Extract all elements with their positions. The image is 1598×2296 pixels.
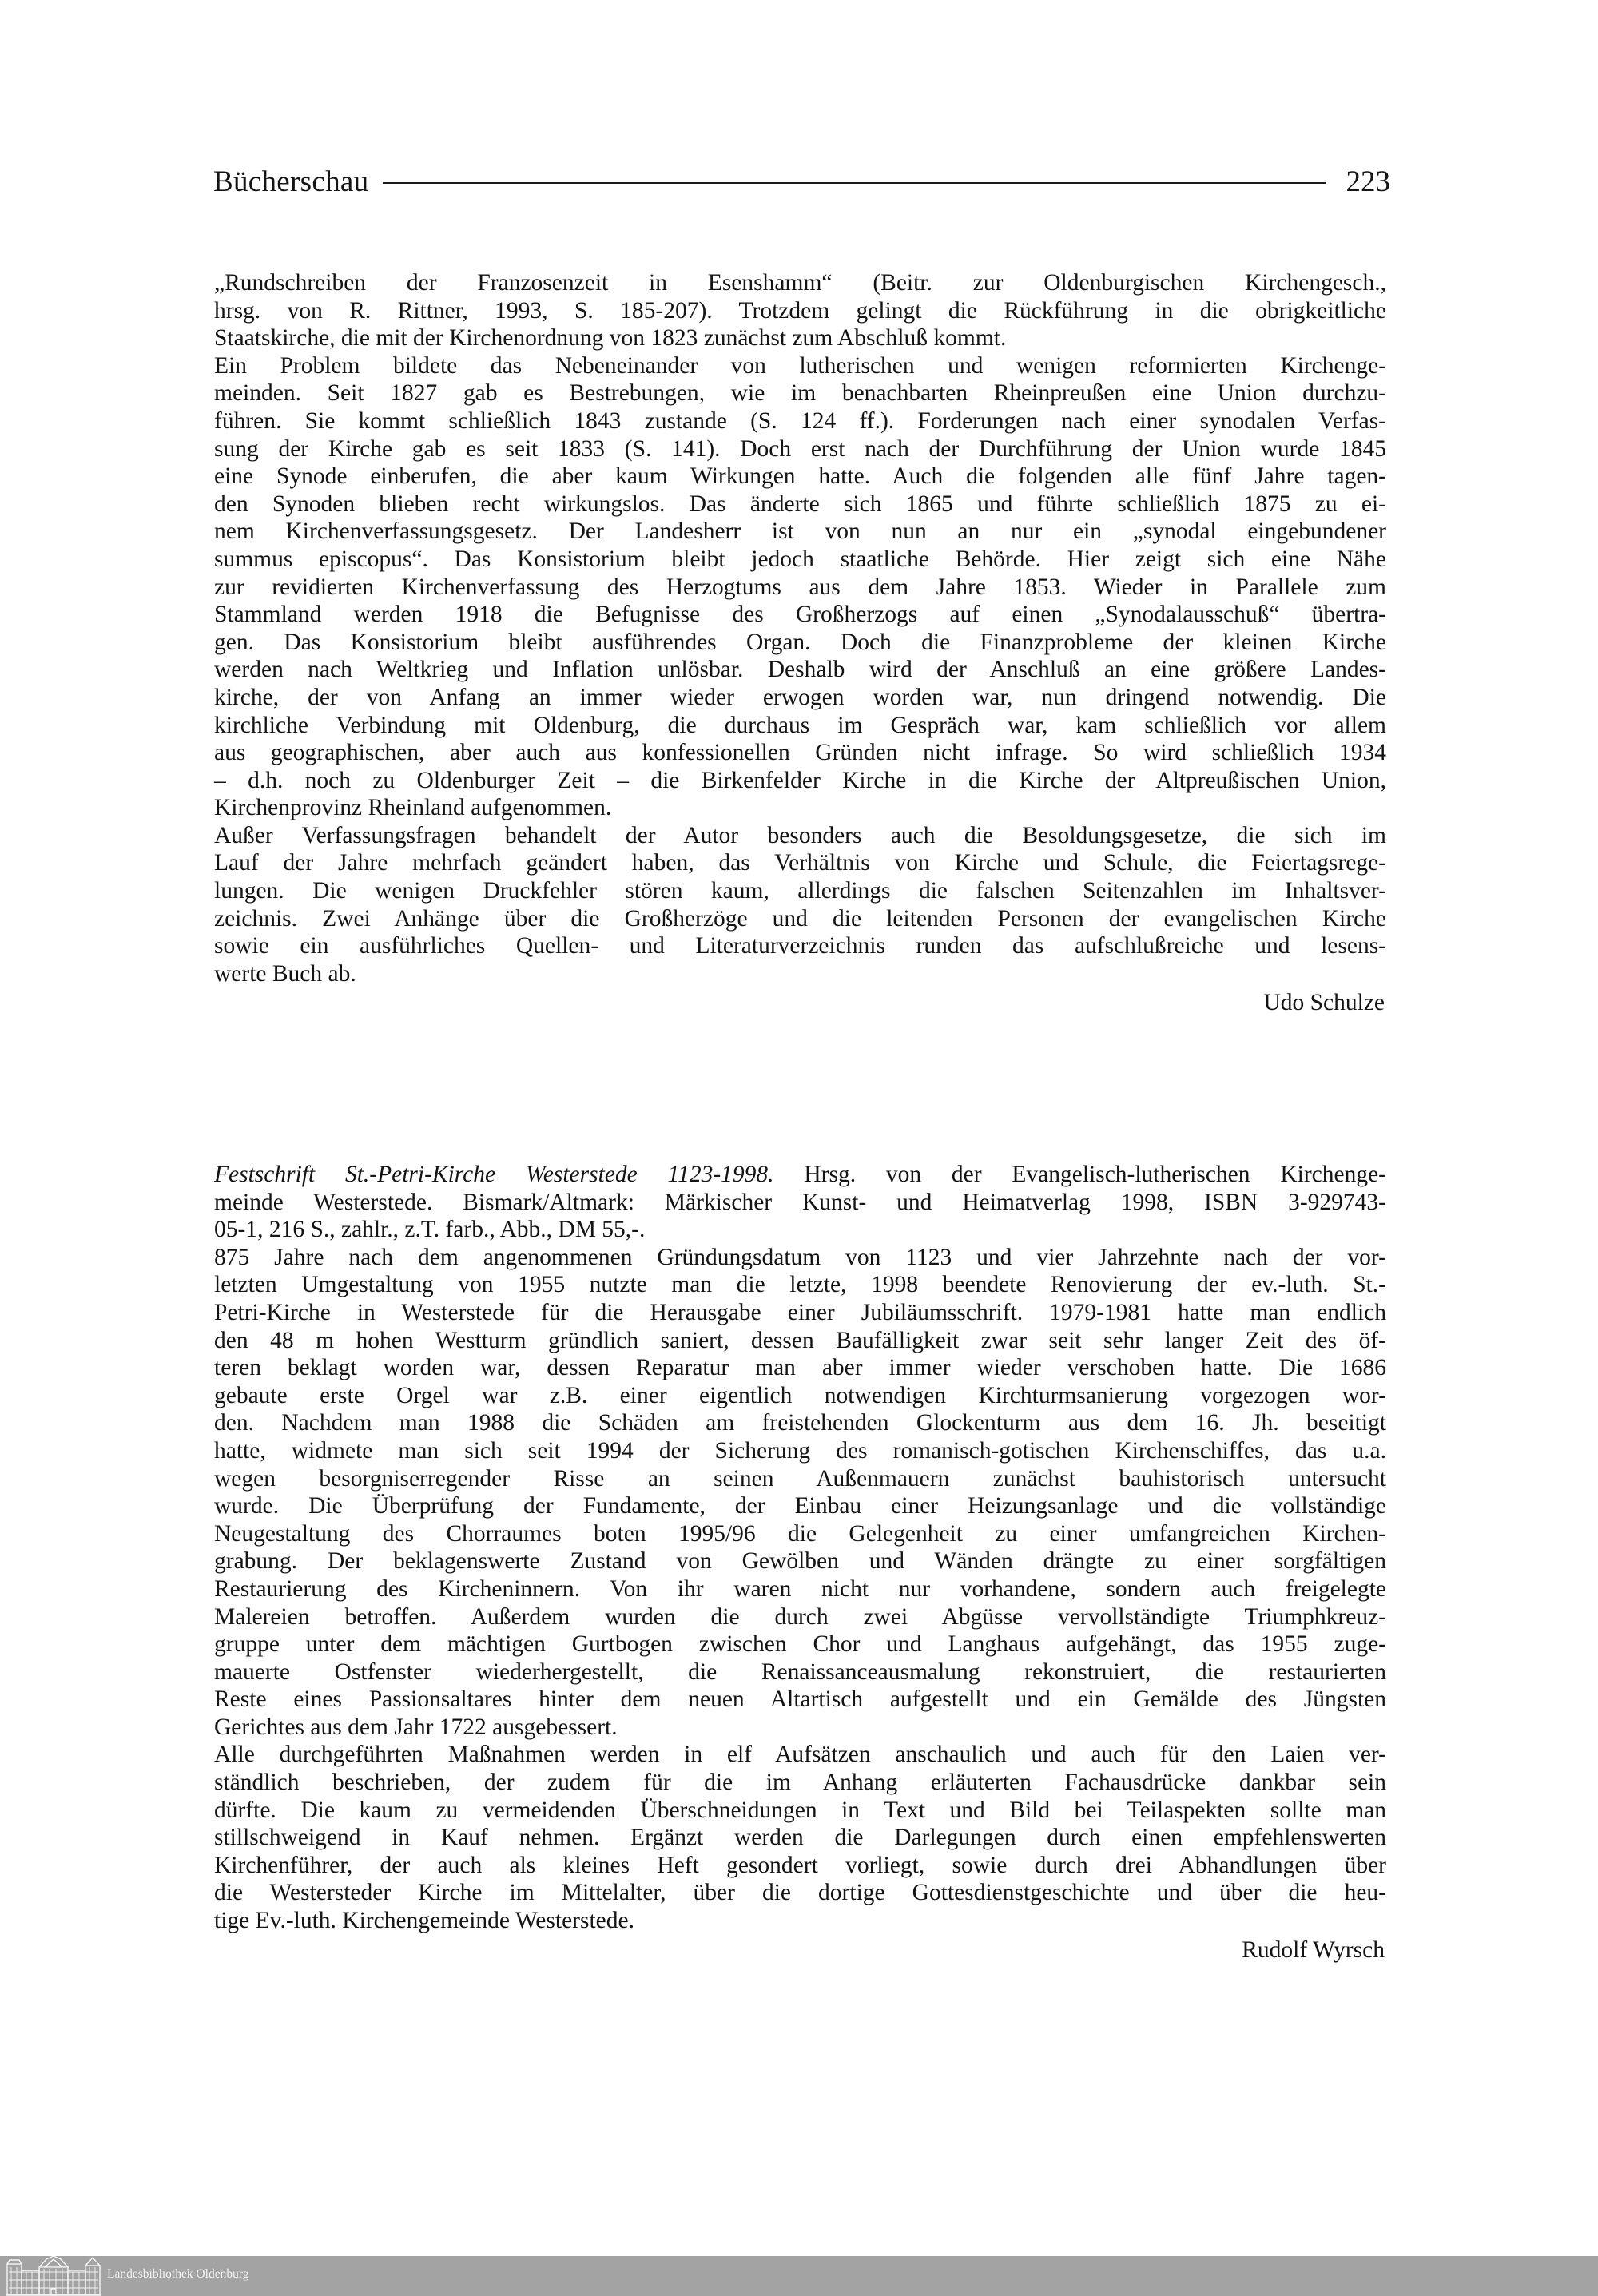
- text-line: nem Kirchenverfassungsgesetz. Der Landesherr ist von nun an nur ein „synodal eingebundener: [214, 518, 1386, 545]
- text-line: gen. Das Konsistorium bleibt ausführendes Organ. Doch die Finanzprobleme der kleinen Kirche: [214, 629, 1386, 655]
- library-name: Landesbibliothek Oldenburg: [107, 2267, 249, 2281]
- text-line: Reste eines Passionsaltares hinter dem neuen Altartisch aufgestellt und ein Gemälde des Jüngsten: [214, 1686, 1386, 1713]
- text-line: kirche, der von Anfang an immer wieder erwogen worden war, nun dringend notwendig. Die: [214, 684, 1386, 710]
- text-line: teren beklagt worden war, dessen Reparatur man aber immer wieder verschoben hatte. Die 1686: [214, 1355, 1386, 1381]
- text-line: letzten Umgestaltung von 1955 nutzte man die letzte, 1998 beendete Renovierung der ev.-luth. St.-: [214, 1272, 1386, 1298]
- text-line: wegen besorgniserregender Risse an seinen Außenmauern zunächst bauhistorisch untersucht: [214, 1465, 1386, 1492]
- text-line: „Rundschreiben der Franzosenzeit in Esenshamm“ (Beitr. zur Oldenburgischen Kirchengesch.,: [214, 270, 1386, 296]
- text-line: Außer Verfassungsfragen behandelt der Autor besonders auch die Besoldungsgesetze, die sich im: [214, 822, 1386, 848]
- reviewer-signature: Udo Schulze: [1263, 990, 1385, 1016]
- header-rule: [383, 182, 1325, 184]
- text-line: ständlich beschrieben, der zudem für die im Anhang erläuterten Fachausdrücke dankbar sein: [214, 1770, 1386, 1796]
- text-line: sowie ein ausführliches Quellen- und Literaturverzeichnis runden das aufschlußreiche und lesens-: [214, 933, 1386, 959]
- text-line: zur revidierten Kirchenverfassung des Herzogtums aus dem Jahre 1853. Wieder in Parallele zum: [214, 574, 1386, 600]
- text-line: aus geographischen, aber auch aus konfessionellen Gründen nicht infrage. So wird schließlich 1934: [214, 740, 1386, 766]
- text-line: meinden. Seit 1827 gab es Bestrebungen, wie im benachbarten Rheinpreußen eine Union durchzu-: [214, 380, 1386, 407]
- text-line: sung der Kirche gab es seit 1833 (S. 141). Doch erst nach der Durchführung der Union wurde 1845: [214, 435, 1386, 462]
- text-line: 05-1, 216 S., zahlr., z.T. farb., Abb., DM 55,-.: [214, 1217, 646, 1243]
- text-line: hrsg. von R. Rittner, 1993, S. 185-207). Trotzdem gelingt die Rückführung in die obrigkeitliche: [214, 297, 1386, 324]
- text-line: den. Nachdem man 1988 die Schäden am freistehenden Glockenturm aus dem 16. Jh. beseitigt: [214, 1410, 1386, 1436]
- text-line: kirchliche Verbindung mit Oldenburg, die durchaus im Gespräch war, kam schließlich vor allem: [214, 712, 1386, 738]
- text-line: Neugestaltung des Chorraumes boten 1995/96 die Gelegenheit zu einer umfangreichen Kirchen-: [214, 1520, 1386, 1547]
- text-line: gruppe unter dem mächtigen Gurtbogen zwischen Chor und Langhaus aufgehängt, das 1955 zuge-: [214, 1631, 1386, 1658]
- text-line: mauerte Ostfenster wiederhergestellt, die Renaissanceausmalung rekonstruiert, die restaurierten: [214, 1658, 1386, 1685]
- text-line: die Westersteder Kirche im Mittelalter, über die dortige Gottesdienstgeschichte und über die heu-: [214, 1880, 1386, 1906]
- text-line: dürfte. Die kaum zu vermeidenden Überschneidungen in Text und Bild bei Teilaspekten sollte man: [214, 1797, 1386, 1823]
- review-article-1: [214, 269, 1386, 1017]
- text-line: summus episcopus“. Das Konsistorium bleibt jedoch staatliche Behörde. Hier zeigt sich eine Nähe: [214, 546, 1386, 572]
- reviewer-signature: Rudolf Wyrsch: [1242, 1937, 1385, 1963]
- text-line: werden nach Weltkrieg und Inflation unlösbar. Deshalb wird der Anschluß an eine größere Landes-: [214, 657, 1386, 683]
- text-line: hatte, widmete man sich seit 1994 der Sicherung des romanisch-gotischen Kirchenschiffes, das u.a.: [214, 1437, 1386, 1464]
- bibliographic-title-line: [214, 1161, 1386, 1189]
- text-line: Restaurierung des Kircheninnern. Von ihr waren nicht nur vorhandene, sondern auch freigelegte: [214, 1575, 1386, 1602]
- text-line: Petri-Kirche in Westerstede für die Herausgabe einer Jubiläumsschrift. 1979-1981 hatte man endlich: [214, 1299, 1386, 1325]
- text-line: führen. Sie kommt schließlich 1843 zustande (S. 124 ff.). Forderungen nach einer synodalen Verfas-: [214, 407, 1386, 434]
- text-line: zeichnis. Zwei Anhänge über die Großherzöge und die leitenden Personen der evangelischen Kirche: [214, 905, 1386, 932]
- text-line: Lauf der Jahre mehrfach geändert haben, das Verhältnis von Kirche und Schule, die Feiertagsrege-: [214, 850, 1386, 876]
- text-line: werte Buch ab.: [214, 960, 356, 987]
- text-line: Ein Problem bildete das Nebeneinander von lutherischen und wenigen reformierten Kirchenge-: [214, 352, 1386, 379]
- review-article-2: [214, 1161, 1386, 1964]
- text-line: Gerichtes aus dem Jahr 1722 ausgebessert.: [214, 1714, 618, 1740]
- running-header: [213, 161, 1390, 201]
- text-line: wurde. Die Überprüfung der Fundamente, der Einbau einer Heizungsanlage und die vollständige: [214, 1493, 1386, 1519]
- text-line: eine Synode einberufen, die aber kaum Wirkungen hatte. Auch die folgenden alle fünf Jahre tagen-: [214, 463, 1386, 490]
- text-line: tige Ev.-luth. Kirchengemeinde Westerstede.: [214, 1908, 634, 1934]
- text-line: grabung. Der beklagenswerte Zustand von Gewölben und Wänden drängte zu einer sorgfältigen: [214, 1548, 1386, 1575]
- text-line: gebaute erste Orgel war z.B. einer eigentlich notwendigen Kirchturmsanierung vorgezogen wor-: [214, 1382, 1386, 1408]
- library-building-icon: [6, 2256, 101, 2296]
- text-line: den 48 m hohen Westturm gründlich saniert, dessen Baufälligkeit zwar seit sehr langer Zeit des öf-: [214, 1327, 1386, 1353]
- text-line: Stammland werden 1918 die Befugnisse des Großherzogs auf einen „Synodalausschuß“ übertra-: [214, 602, 1386, 628]
- running-title: Bücherschau: [213, 165, 369, 198]
- text-line: meinde Westerstede. Bismark/Altmark: Märkischer Kunst- und Heimatverlag 1998, ISBN 3-929743-: [214, 1189, 1386, 1215]
- book-publisher-info: Hrsg. von der Evangelisch-lutherischen Kirchenge-: [773, 1162, 1386, 1187]
- text-line: – d.h. noch zu Oldenburger Zeit – die Birkenfelder Kirche in die Kirche der Altpreußischen Union,: [214, 767, 1386, 793]
- text-line: Alle durchgeführten Maßnahmen werden in elf Aufsätzen anschaulich und auch für den Laien ver-: [214, 1742, 1386, 1768]
- text-line: den Synoden blieben recht wirkungslos. Das änderte sich 1865 und führte schließlich 1875 zu ei-: [214, 491, 1386, 517]
- text-line: 875 Jahre nach dem angenommenen Gründungsdatum von 1123 und vier Jahrzehnte nach der vor-: [214, 1244, 1386, 1270]
- text-line: Kirchenführer, der auch als kleines Heft gesondert vorliegt, sowie durch drei Abhandlungen über: [214, 1852, 1386, 1878]
- page-number: 223: [1346, 165, 1390, 198]
- library-footer-bar: [0, 2256, 1598, 2296]
- text-line: Malereien betroffen. Außerdem wurden die durch zwei Abgüsse vervollständigte Triumphkreuz-: [214, 1603, 1386, 1630]
- text-line: Kirchenprovinz Rheinland aufgenommen.: [214, 795, 612, 821]
- text-line: lungen. Die wenigen Druckfehler stören kaum, allerdings die falschen Seitenzahlen im Inhaltsver-: [214, 878, 1386, 904]
- text-line: Staatskirche, die mit der Kirchenordnung von 1823 zunächst zum Abschluß kommt.: [214, 325, 1007, 352]
- book-title: Festschrift St.-Petri-Kirche Westerstede 1123-1998.: [214, 1162, 774, 1187]
- text-line: stillschweigend in Kauf nehmen. Ergänzt werden die Darlegungen durch einen empfehlenswerten: [214, 1825, 1386, 1851]
